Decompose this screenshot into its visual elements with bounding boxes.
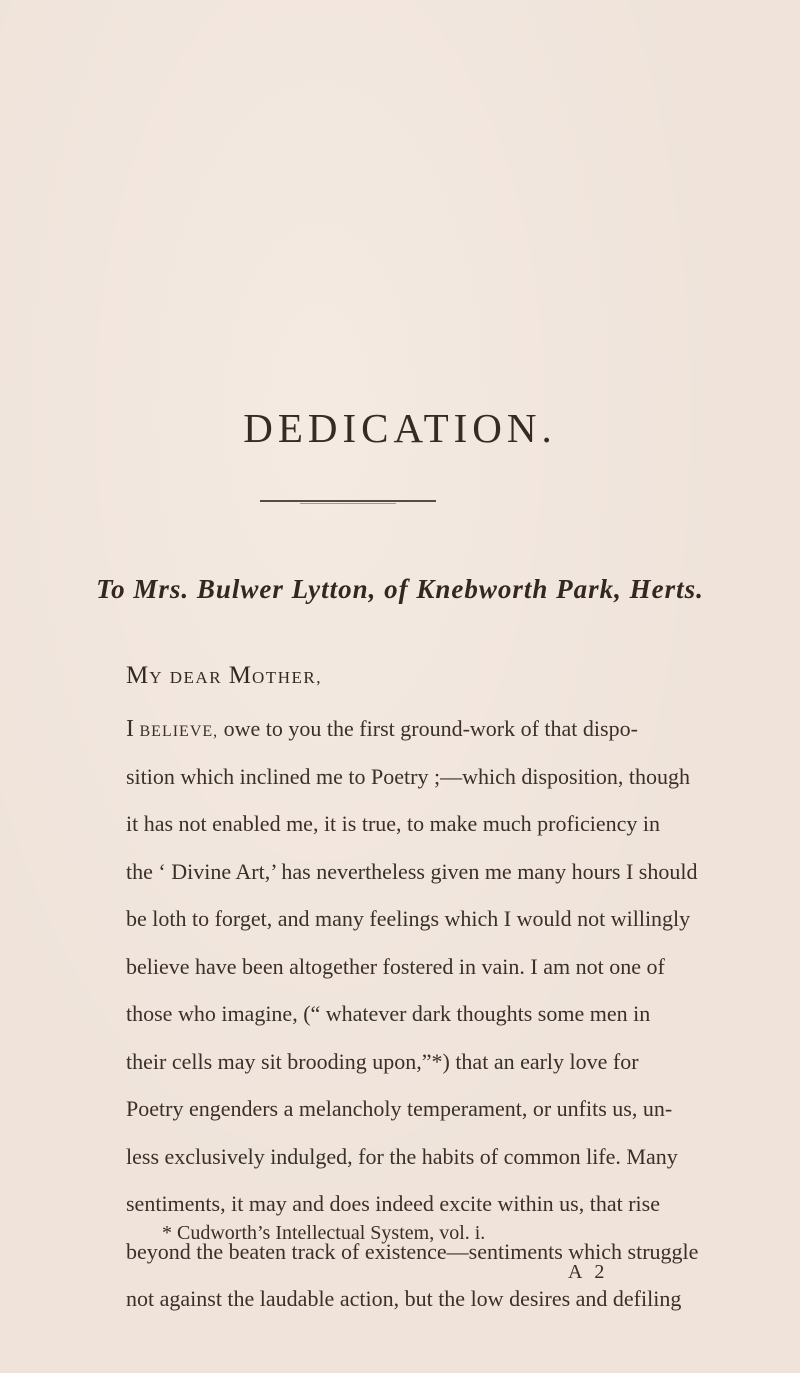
dedication-heading: DEDICATION. [243, 405, 557, 451]
body-line: believe have been altogether fostered in vain. I am not one of [126, 953, 665, 979]
salutation-dear: DEAR [169, 668, 223, 687]
opening-word: BELIEVE, [139, 723, 219, 740]
body-line: sition which inclined me to Poetry ;—which disposition, though [126, 763, 691, 789]
signature-mark: A 2 [568, 1261, 609, 1283]
body-line: less exclusively indulged, for the habits of common life. Many [126, 1143, 678, 1169]
body-line: Poetry engenders a melancholy temperament, or unfits us, un- [126, 1096, 673, 1121]
salutation-y: Y [149, 668, 164, 687]
body-line: their cells may sit brooding upon,”*) that an early love for [126, 1048, 639, 1074]
body-line: beyond the beaten track of existence—sentiments which struggle [126, 1238, 699, 1264]
body-line: be loth to forget, and many feelings which I would not willingly [126, 906, 691, 931]
body-line: the ‘ Divine Art,’ has nevertheless given me many hours I should [126, 858, 698, 884]
body-line-1-text: owe to you the first ground-work of that dispo- [223, 716, 638, 741]
footnote: * Cudworth’s Intellectual System, vol. i. [162, 1222, 486, 1244]
salutation-mother-initial: M [228, 662, 253, 689]
addressee-line: To Mrs. Bulwer Lytton, of Knebworth Park, Herts. [96, 574, 704, 604]
body-line: those who imagine, (“ whatever dark thoughts some men in [126, 1001, 651, 1026]
divider-rule [260, 500, 436, 502]
salutation [126, 663, 322, 688]
opening-initial: I [126, 716, 134, 742]
salutation-initial-m: M [126, 662, 150, 689]
salutation-mother-rest: OTHER, [252, 668, 322, 687]
body-line: not against the laudable action, but the low desires and defiling [126, 1286, 682, 1311]
body-line: it has not enabled me, it is true, to make much proficiency in [126, 811, 660, 836]
body-line-1 [126, 705, 638, 753]
body-line: sentiments, it may and does indeed excite within us, that rise [126, 1191, 660, 1216]
